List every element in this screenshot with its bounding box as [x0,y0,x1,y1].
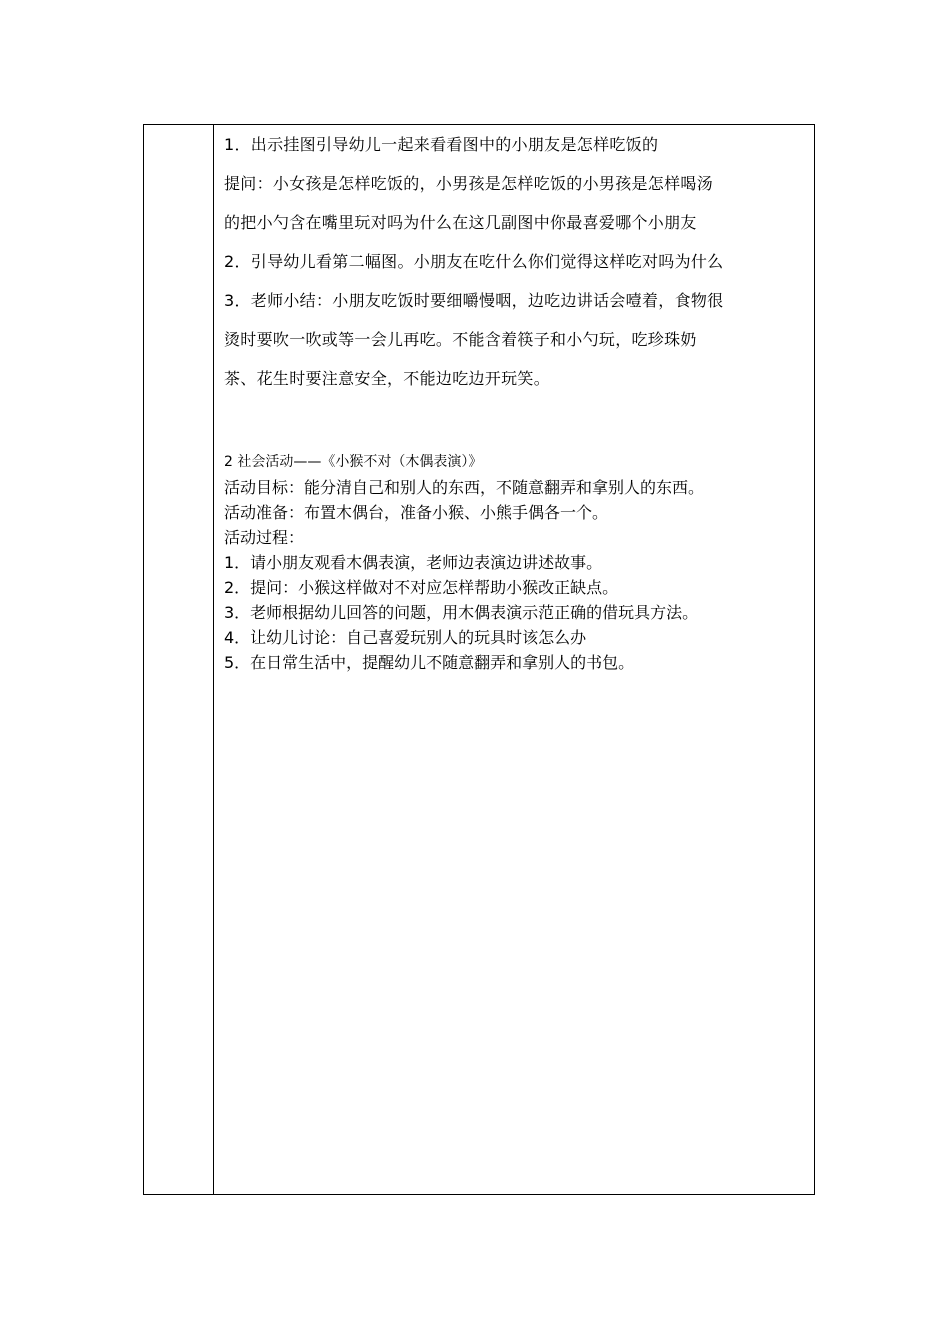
text-line: 活动目标：能分清自己和别人的东西，不随意翻弄和拿别人的东西。 [224,478,705,497]
text-line: 3．老师根据幼儿回答的问题，用木偶表演示范正确的借玩具方法。 [224,603,699,622]
text-line: 1．出示挂图引导幼儿一起来看看图中的小朋友是怎样吃饭的 [224,135,659,154]
text-line: 2．引导幼儿看第二幅图。小朋友在吃什么你们觉得这样吃对吗为什么 [224,252,724,271]
section-eating-activity [224,125,804,398]
section-title: 2 社会活动——《小猴不对（木偶表演）》 [224,454,483,470]
text-line: 提问：小女孩是怎样吃饭的，小男孩是怎样吃饭的小男孩是怎样喝汤 [224,174,714,193]
text-line: 的把小勺含在嘴里玩对吗为什么在这几副图中你最喜爱哪个小朋友 [224,213,697,232]
text-line: 2．提问：小猴这样做对不对应怎样帮助小猴改正缺点。 [224,578,619,597]
text-line: 活动准备：布置木偶台，准备小猴、小熊手偶各一个。 [224,503,609,522]
text-line: 1．请小朋友观看木偶表演，老师边表演边讲述故事。 [224,553,603,572]
text-line: 烫时要吹一吹或等一会儿再吃。不能含着筷子和小勺玩，吃珍珠奶 [224,330,697,349]
text-line: 5．在日常生活中，提醒幼儿不随意翻弄和拿别人的书包。 [224,653,635,672]
document-table [143,124,815,1195]
text-line: 3．老师小结：小朋友吃饭时要细嚼慢咽，边吃边讲话会噎着，食物很 [224,291,724,310]
table-content-cell [214,125,814,1194]
text-line: 茶、花生时要注意安全，不能边吃边开玩笑。 [224,369,551,388]
section-social-activity [224,450,814,675]
text-line: 活动过程： [224,528,305,547]
table-left-cell [144,125,214,1194]
text-line: 4．让幼儿讨论：自己喜爱玩别人的玩具时该怎么办 [224,628,587,647]
